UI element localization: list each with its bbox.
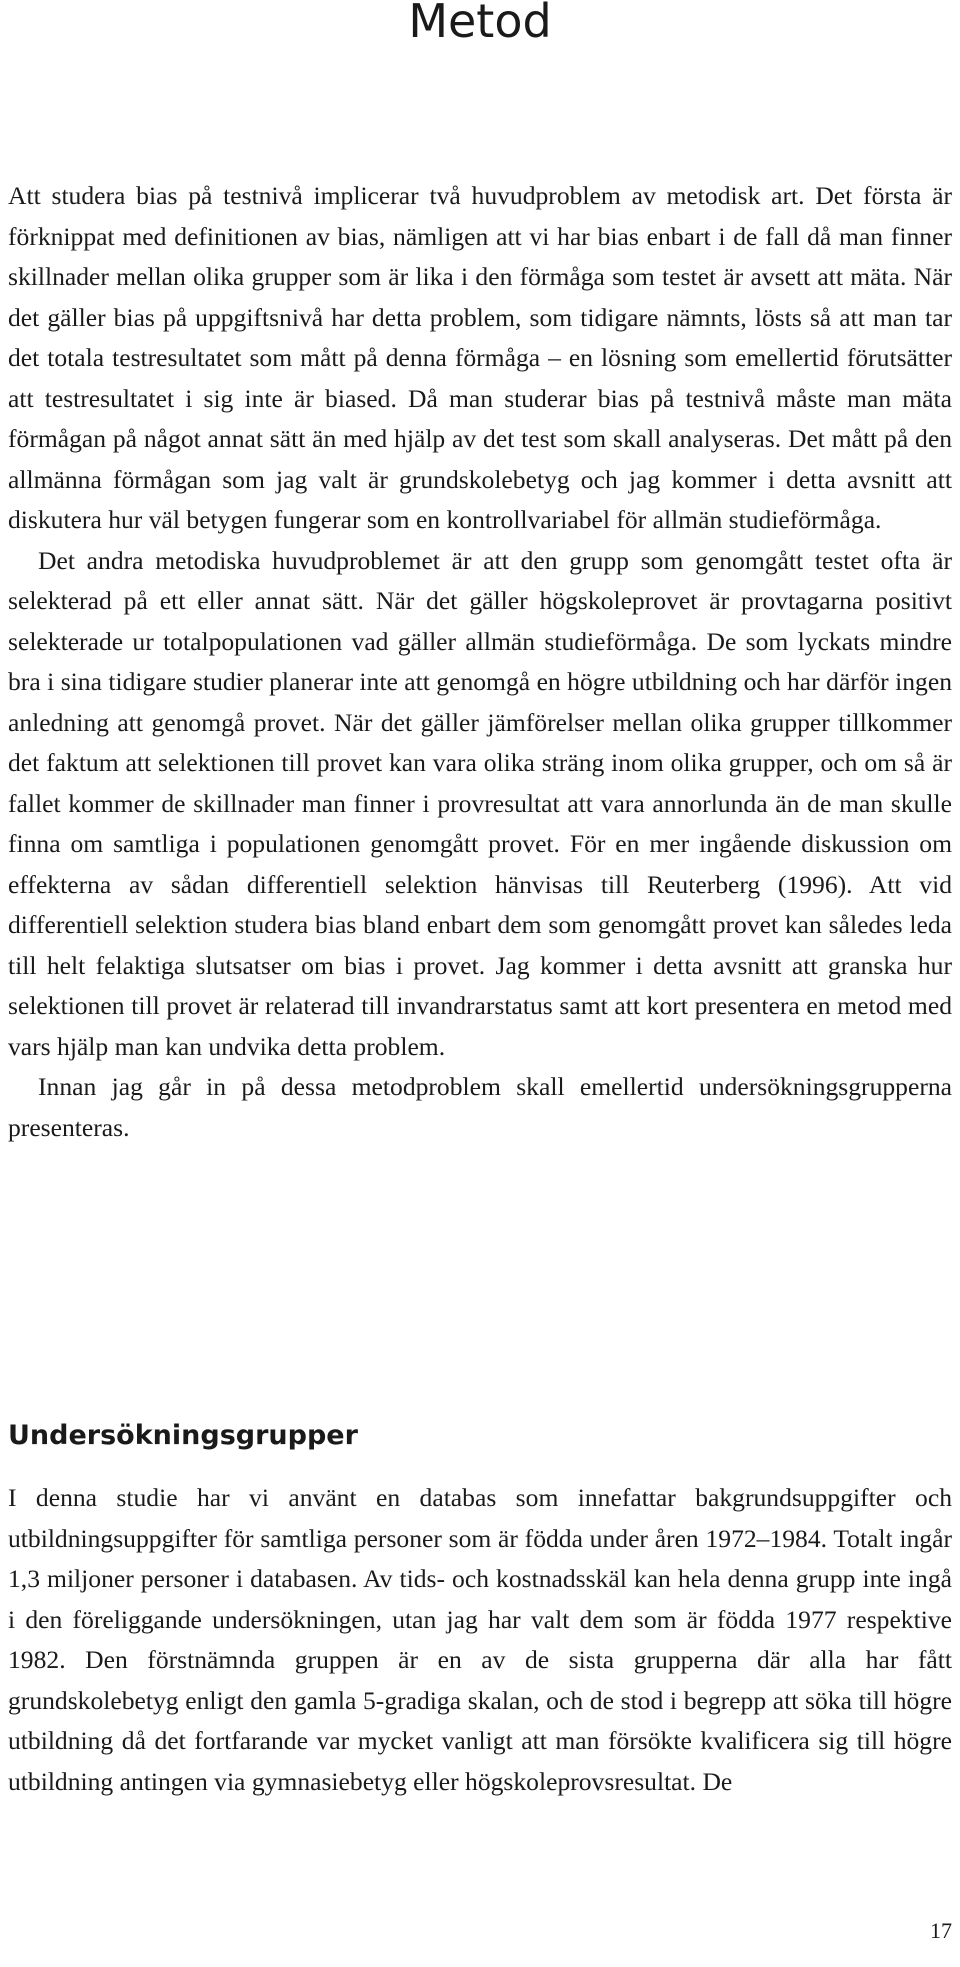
section-groups bbox=[8, 1478, 952, 1802]
paragraph: Det andra metodiska huvudproblemet är att den grupp som genomgått testet ofta är selekterad på ett eller annat sätt. När det gäller högskoleprovet är provtagarna positivt selekterade ur totalpopulationen vad gäller allmän studieförmåga. De som lyckats mindre bra i sina tidigare studier planerar inte att genomgå en högre utbildning och har därför ingen anledning att genomgå provet. När det gäller jämförelser mellan olika grupper tillkommer det faktum att selektionen till provet kan vara olika sträng inom olika grupper, och om så är fallet kommer de skillnader man finner i provresultat att vara annorlunda än de man skulle finna om samtliga i populationen genomgått provet. För en mer ingående diskussion om effekterna av sådan differentiell selektion hänvisas till Reuterberg (1996). Att vid differentiell selektion studera bias bland enbart dem som genomgått provet kan således leda till helt felaktiga slutsatser om bias i provet. Jag kommer i detta avsnitt att granska hur selektionen till provet är relaterad till invandrarstatus samt att kort presentera en metod med vars hjälp man kan undvika detta problem. bbox=[8, 545, 952, 1061]
paragraph: I denna studie har vi använt en databas som innefattar bakgrundsuppgifter och utbildningsuppgifter för samtliga personer som är födda under åren 1972–1984. Totalt ingår 1,3 miljoner personer i databasen. Av tids- och kostnadsskäl kan hela denna grupp inte ingå i den föreliggande undersökningen, utan jag har valt dem som är födda 1977 respektive 1982. Den förstnämnda gruppen är en av de sista grupperna där alla har fått grundskolebetyg enligt den gamla 5-gradiga skalan, och de stod i begrepp att söka till högre utbildning då det fortfarande var mycket vanligt att man försökte kvalificera sig till högre utbildning antingen via gymnasiebetyg eller högskoleprovsresultat. De bbox=[8, 1483, 952, 1796]
paragraph: Innan jag går in på dessa metodproblem skall emellertid undersökningsgrupperna presenteras. bbox=[8, 1072, 952, 1142]
page-number: 17 bbox=[930, 1918, 952, 1943]
paragraph: Att studera bias på testnivå implicerar två huvudproblem av metodisk art. Det första är förknippat med definitionen av bias, nämligen att vi har bias enbart i de fall då man finner skillnader mellan olika grupper som är lika i den förmåga som testet är avsett att mäta. När det gäller bias på uppgiftsnivå har detta problem, som tidigare nämnts, lösts så att man tar det totala testresultatet som mått på denna förmåga – en lösning som emellertid förutsätter att testresultatet i sig inte är biased. Då man studerar bias på testnivå måste man mäta förmågan på något annat sätt än med hjälp av det test som skall analyseras. Det mått på den allmänna förmågan som jag valt är grundskolebetyg och jag kommer i detta avsnitt att diskutera hur väl betygen fungerar som en kontrollvariabel för allmän studieförmåga. bbox=[8, 181, 952, 534]
section-intro bbox=[8, 176, 952, 1148]
page-title: Metod bbox=[408, 0, 552, 48]
section-heading: Undersökningsgrupper bbox=[8, 1420, 358, 1451]
